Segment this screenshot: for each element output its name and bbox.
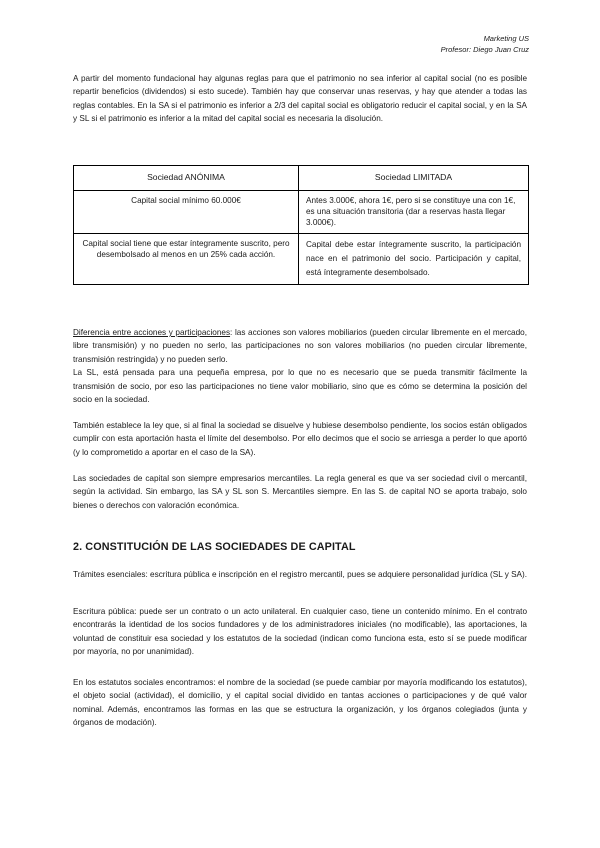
diferencia-paragraph: [73, 326, 527, 406]
table-row: [74, 191, 529, 234]
diferencia-text: : las acciones son valores mobiliarios (pueden circular libremente en el mercado, libre transmisión) y no pueden no serlo, las participaciones no son valores mobiliarios (no pueden circular libremente, transmisión restringida) y no pueden serlo.: [73, 328, 527, 364]
table-header-row: [74, 166, 529, 191]
intro-paragraph: A partir del momento fundacional hay algunas reglas para que el patrimonio no sea inferior al capital social (no es posible repartir beneficios (dividendos) si esto sucede). También hay que conservar unas reservas, y hay que atender a todas las reglas contables. En la SA si el patrimonio es inferior a 2/3 del capital social es obligatorio reducir el capital social, y en la SA y SL si el patrimonio es inferior a la mitad del capital social es necesaria la disolución.: [73, 74, 527, 124]
comparison-table: [73, 165, 529, 285]
header-sa: Sociedad ANÓNIMA: [74, 166, 299, 191]
page-header: [441, 33, 529, 55]
table-row: [74, 233, 529, 284]
section-title: 2. CONSTITUCIÓN DE LAS SOCIEDADES DE CAPITAL: [73, 541, 356, 553]
diferencia-term: Diferencia entre acciones y participaciones: [73, 328, 231, 337]
ley-paragraph: También establece la ley que, si al final la sociedad se disuelve y hubiese desembolso pendiente, los socios están obligados cumplir con esta aportación hasta el límite del desembolso. Por ello decimos que el socio se arriesga a perder lo que aportó (y lo comprometido a aportar en el caso de la SA).: [73, 421, 527, 457]
table-cell: Capital social mínimo 60.000€: [74, 191, 299, 234]
table-cell: Capital social tiene que estar íntegramente suscrito, pero desembolsado al menos en un 25% cada acción.: [74, 233, 299, 284]
diferencia-text-2: La SL, está pensada para una pequeña empresa, por lo que no es necesario que se pueda transmitir fácilmente la transmisión de socio, por eso las participaciones no tiene valor mobiliario, sino que es cómo se determina la posición del socio en la sociedad.: [73, 368, 527, 405]
header-professor: Profesor: Diego Juan Cruz: [440, 45, 529, 54]
tramites-paragraph: Trámites esenciales: escritura pública e inscripción en el registro mercantil, pues se adquiere personalidad jurídica (SL y SA).: [73, 570, 528, 579]
header-sl: Sociedad LIMITADA: [299, 166, 529, 191]
capital-paragraph: Las sociedades de capital son siempre empresarios mercantiles. La regla general es que va ser sociedad civil o mercantil, según la actividad. Sin embargo, las SA y SL son S. Mercantiles siempre. En las S. de capital NO se aporta trabajo, solo bienes o derechos con valoración económica.: [73, 474, 527, 510]
estatutos-paragraph: En los estatutos sociales encontramos: el nombre de la sociedad (se puede cambiar por mayoría modificando los estatutos), el objeto social (actividad), el domicilio, y el capital social dividido en tantas acciones o participaciones y de qué valor nominal. Además, encontramos las formas en las que se estructura la organización, y los órganos colegiados (junta y órganos de modación).: [73, 678, 527, 728]
table-cell: Antes 3.000€, ahora 1€, pero si se constituye una con 1€, es una situación transitoria (dar a reservas hasta llegar 3.000€).: [299, 191, 529, 234]
escritura-paragraph: Escritura pública: puede ser un contrato o un acto unilateral. En cualquier caso, tiene un contenido mínimo. En el contrato encontrarás la identidad de los socios fundadores y de los administradores iniciales (no modificable), las aportaciones, la voluntad de constituir esa sociedad y los estatutos de la sociedad (indican como funciona esta, esto sí se puede modificar por mayoría, no por unanimidad).: [73, 607, 527, 657]
header-course: Marketing US: [483, 34, 529, 43]
table-cell: Capital debe estar íntegramente suscrito, la participación nace en el patrimonio del socio. Participación y capital, está íntegramente desembolsado.: [299, 233, 529, 284]
